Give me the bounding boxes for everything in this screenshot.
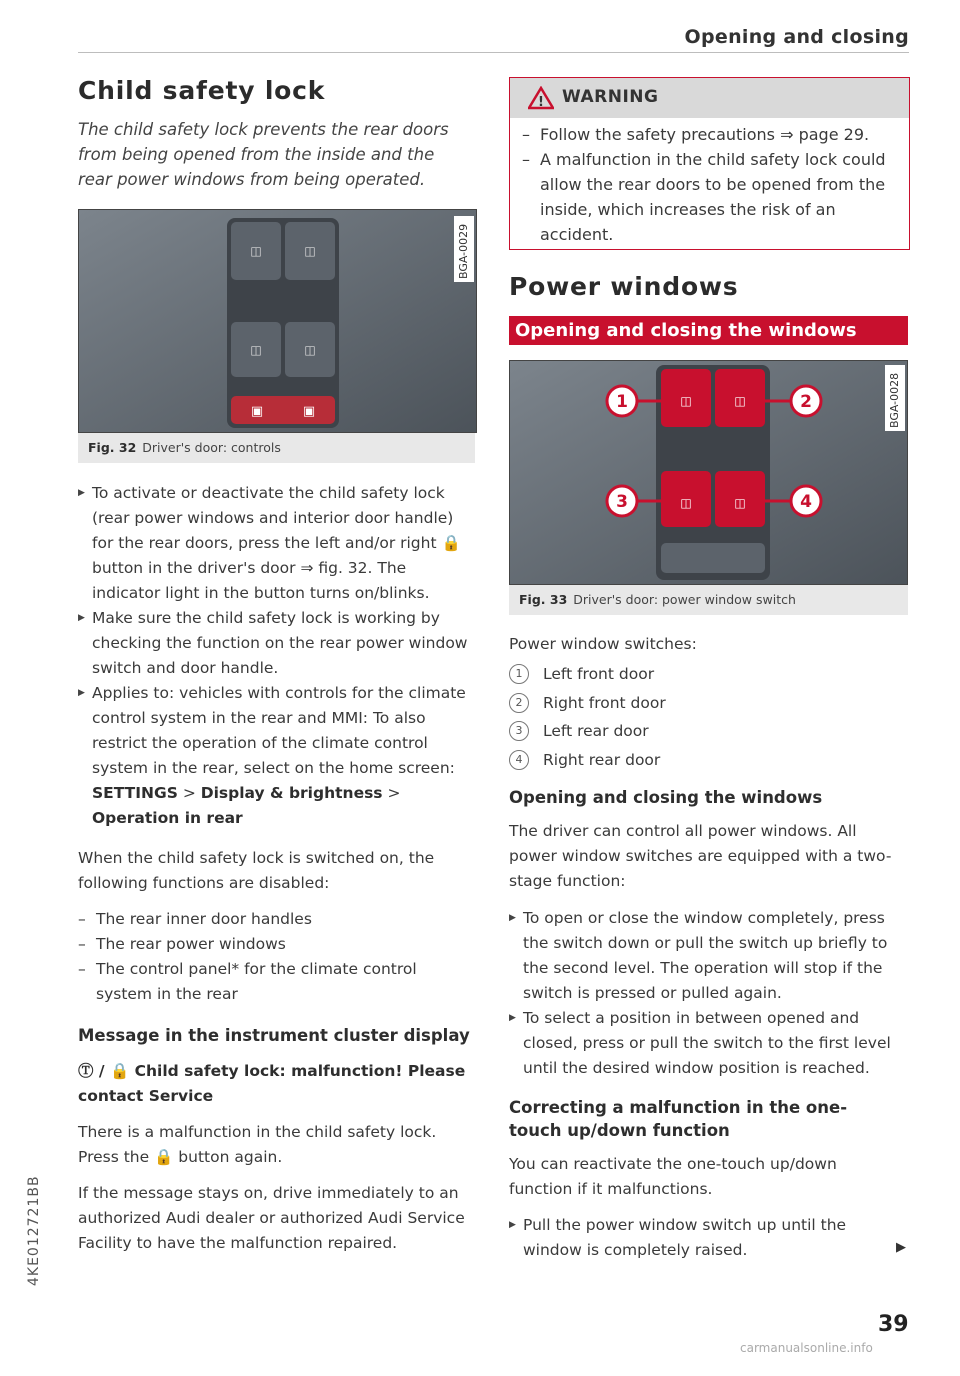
bullet-climate [78, 681, 474, 831]
legend-label: Right rear door [543, 750, 661, 769]
document-code [26, 1176, 56, 1376]
list-item [78, 932, 474, 957]
malfunction-bullets [509, 1213, 889, 1263]
svg-text:1: 1 [616, 392, 628, 412]
legend-number: 2 [509, 693, 529, 713]
message-para-2: If the message stays on, drive immediately to an authorized Audi dealer or authorized Audi Service Facility to have the malfunction repaired. [78, 1184, 465, 1252]
svg-text:◫: ◫ [734, 496, 746, 510]
power-windows-title: Power windows [509, 272, 739, 301]
switch-legend [509, 660, 908, 774]
svg-text:▣: ▣ [250, 404, 264, 419]
menu-path-operation: Operation in rear [92, 809, 243, 827]
legend-label: Left front door [543, 665, 655, 683]
driver-door-controls-illustration [79, 210, 476, 432]
bullet-raise [509, 1213, 889, 1263]
legend-label: Left rear door [543, 722, 649, 740]
bullet-partial [509, 1006, 908, 1081]
figure-33-code: BGA-0028 [888, 372, 901, 428]
page-number: 39 [878, 1312, 909, 1337]
bullet-complete [509, 906, 908, 1006]
figure-32-image [78, 209, 477, 433]
svg-text:◫: ◫ [680, 394, 692, 408]
bullet-raise-text: Pull the power window switch up until the window is completely raised. [523, 1216, 847, 1259]
warning-header [510, 78, 909, 118]
svg-text:!: ! [538, 95, 544, 110]
svg-text:◫: ◫ [680, 496, 692, 510]
document-code-text: 4KE012721BB [26, 1175, 42, 1286]
figure-32-code: BGA-0029 [457, 223, 470, 279]
message-label: Ⓣ / 🔒 Child safety lock: malfunction! Please contact Service [78, 1062, 466, 1105]
running-header [78, 26, 909, 53]
warning-triangle-icon [528, 86, 554, 110]
child-safety-lock-title: Child safety lock [78, 76, 326, 105]
opening-heading: Opening and closing the windows [509, 788, 823, 807]
svg-text:◫: ◫ [304, 343, 316, 357]
legend-number: 4 [509, 750, 529, 770]
intro-text: The child safety lock prevents the rear doors from being opened from the inside and the rear power windows from being operated. [78, 120, 449, 189]
opening-bullets [509, 906, 908, 1081]
warning-item-text: Follow the safety precautions ⇒ page 29. [540, 125, 870, 144]
svg-text:◫: ◫ [304, 244, 316, 258]
power-window-switch-illustration [510, 361, 907, 584]
warning-list [510, 118, 909, 247]
legend-item [509, 746, 908, 775]
svg-text:4: 4 [800, 492, 812, 512]
bullet-activate-text: To activate or deactivate the child safety lock (rear power windows and interior door handle) for the rear doors, press the left and/or right 🔒 button in the driver's door ⇒ fig. 32. The indicator light in the button turns on/blinks. [92, 484, 461, 602]
figure-33-image [509, 360, 908, 585]
svg-text:◫: ◫ [250, 343, 262, 357]
menu-path-display: Display & brightness [200, 784, 383, 802]
bullet-check-text: Make sure the child safety lock is working by checking the function on the rear power window switch and door handle. [92, 609, 468, 677]
figure-33-caption-text: Driver's door: power window switch [573, 592, 796, 607]
legend-item [509, 717, 908, 746]
malfunction-heading: Correcting a malfunction in the one-touch up/down function [509, 1098, 848, 1140]
callout-3 [607, 486, 637, 516]
menu-path-sep: > [177, 784, 201, 802]
section-title: Opening and closing [684, 26, 909, 48]
svg-text:▣: ▣ [302, 404, 316, 419]
callout-1 [607, 386, 637, 416]
bullet-check [78, 606, 474, 681]
list-item-text: The rear power windows [96, 935, 286, 953]
list-item-text: The rear inner door handles [96, 910, 312, 928]
figure-32-caption-text: Driver's door: controls [142, 440, 281, 455]
svg-text:◫: ◫ [250, 244, 262, 258]
warning-title: WARNING [562, 87, 659, 107]
legend-item [509, 689, 908, 718]
bullet-climate-text: Applies to: vehicles with controls for the climate control system in the rear and MMI: To also restrict the operation of the climate control system in the rear, select on the home screen: [92, 684, 466, 777]
figure-32-caption [78, 433, 475, 463]
dash-mark: – [78, 910, 86, 928]
continue-arrow-icon: ▶ [896, 1240, 906, 1255]
switches-intro: Power window switches: [509, 635, 697, 653]
figure-33-code-box [885, 365, 905, 431]
list-item-text: The control panel* for the climate control system in the rear [96, 960, 417, 1003]
legend-number: 1 [509, 664, 529, 684]
malfunction-para: You can reactivate the one-touch up/down function if it malfunctions. [509, 1155, 837, 1198]
warning-box [509, 77, 910, 250]
bullet-activate [78, 481, 474, 606]
bullet-complete-text: To open or close the window completely, press the switch down or pull the switch up briefly to the second level. The operation will stop if the switch is pressed or pulled again. [523, 909, 888, 1002]
menu-path-sep: > [382, 784, 401, 802]
figure-32-code-box [454, 216, 474, 282]
message-heading: Message in the instrument cluster display [78, 1026, 470, 1045]
figure-32-label: Fig. 32 [88, 440, 137, 455]
bullet-partial-text: To select a position in between opened and closed, press or pull the switch to the first level until the desired window position is reached. [523, 1009, 891, 1077]
warning-item-text: A malfunction in the child safety lock could allow the rear doors to be opened from the inside, which increases the risk of an accident. [540, 150, 886, 244]
svg-text:◫: ◫ [734, 394, 746, 408]
callout-4 [791, 486, 821, 516]
disabled-intro: When the child safety lock is switched on, the following functions are disabled: [78, 849, 435, 892]
legend-item [509, 660, 908, 689]
dash-mark: – [522, 150, 530, 169]
section-banner: Opening and closing the windows [509, 316, 908, 345]
legend-label: Right front door [543, 693, 666, 712]
dash-mark: – [522, 125, 530, 144]
figure-33-label: Fig. 33 [519, 592, 568, 607]
menu-path-settings: SETTINGS [92, 784, 178, 802]
list-item [78, 957, 474, 1007]
list-item [78, 907, 474, 932]
message-para-1: There is a malfunction in the child safety lock. Press the 🔒 button again. [78, 1123, 437, 1166]
callout-2 [791, 386, 821, 416]
footer-url: carmanualsonline.info [740, 1341, 873, 1355]
activation-bullets [78, 481, 474, 831]
disabled-list [78, 907, 474, 1007]
svg-text:3: 3 [616, 492, 628, 512]
legend-number: 3 [509, 721, 529, 741]
dash-mark: – [78, 960, 86, 978]
warning-item [522, 122, 899, 147]
figure-33-caption [509, 585, 908, 615]
dash-mark: – [78, 935, 86, 953]
svg-text:2: 2 [800, 392, 812, 412]
warning-item [522, 147, 899, 247]
opening-para: The driver can control all power windows. All power window switches are equipped with a two-stage function: [509, 822, 892, 890]
